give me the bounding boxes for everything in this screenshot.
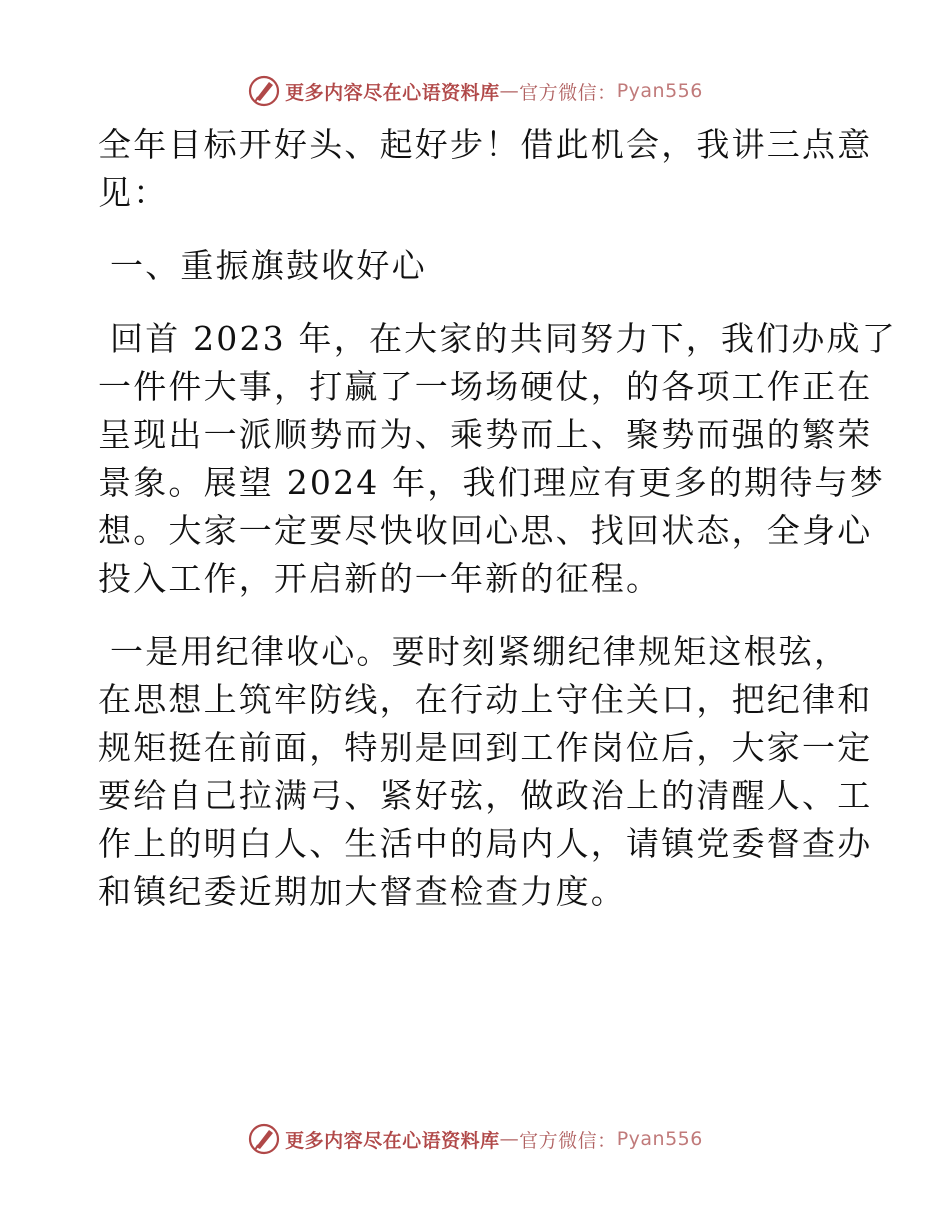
text-line: 见： — [98, 173, 169, 212]
watermark-wechat-id: Pyan556 — [616, 1128, 703, 1150]
watermark-header — [0, 71, 950, 111]
text-line: 和镇纪委近期加大督查检查力度。 — [98, 872, 626, 911]
heading-line: 一、重振旗鼓收好心 — [110, 246, 427, 285]
text-line: 回首 2023 年，在大家的共同努力下，我们办成了 — [110, 319, 897, 358]
watermark-title: 更多内容尽在心语资料库 — [285, 1129, 500, 1152]
watermark-separator: — — [499, 1128, 520, 1150]
text-line: 一是用纪律收心。要时刻紧绷纪律规矩这根弦， — [110, 632, 850, 671]
quill-logo-icon — [247, 1122, 281, 1156]
quill-logo-icon — [247, 74, 281, 108]
watermark-title: 更多内容尽在心语资料库 — [285, 81, 500, 104]
text-line: 全年目标开好头、起好步！借此机会，我讲三点意 — [98, 125, 873, 164]
text-line: 一件件大事，打赢了一场场硬仗，的各项工作正在 — [98, 367, 873, 406]
text-line: 作上的明白人、生活中的局内人，请镇党委督查办 — [98, 824, 873, 863]
text-line: 景象。展望 2024 年，我们理应有更多的期待与梦 — [98, 463, 885, 502]
watermark-label: 官方微信： — [519, 81, 617, 104]
text-line: 要给自己拉满弓、紧好弦，做政治上的清醒人、工 — [98, 776, 873, 815]
text-line: 想。大家一定要尽快收回心思、找回状态，全身心 — [98, 511, 873, 550]
text-line: 投入工作，开启新的一年新的征程。 — [98, 559, 662, 598]
watermark-separator: — — [499, 80, 520, 102]
watermark-wechat-id: Pyan556 — [616, 80, 703, 102]
document-body — [98, 121, 897, 916]
paragraph-intro — [98, 121, 873, 217]
paragraph-review — [98, 315, 897, 603]
text-line: 规矩挺在前面，特别是回到工作岗位后，大家一定 — [98, 728, 873, 767]
text-line: 呈现出一派顺势而为、乘势而上、聚势而强的繁荣 — [98, 415, 873, 454]
section-heading — [98, 242, 858, 290]
watermark-footer — [0, 1119, 950, 1159]
text-line: 在思想上筑牢防线，在行动上守住关口，把纪律和 — [98, 680, 873, 719]
watermark-label: 官方微信： — [519, 1129, 617, 1152]
paragraph-discipline — [98, 628, 873, 916]
